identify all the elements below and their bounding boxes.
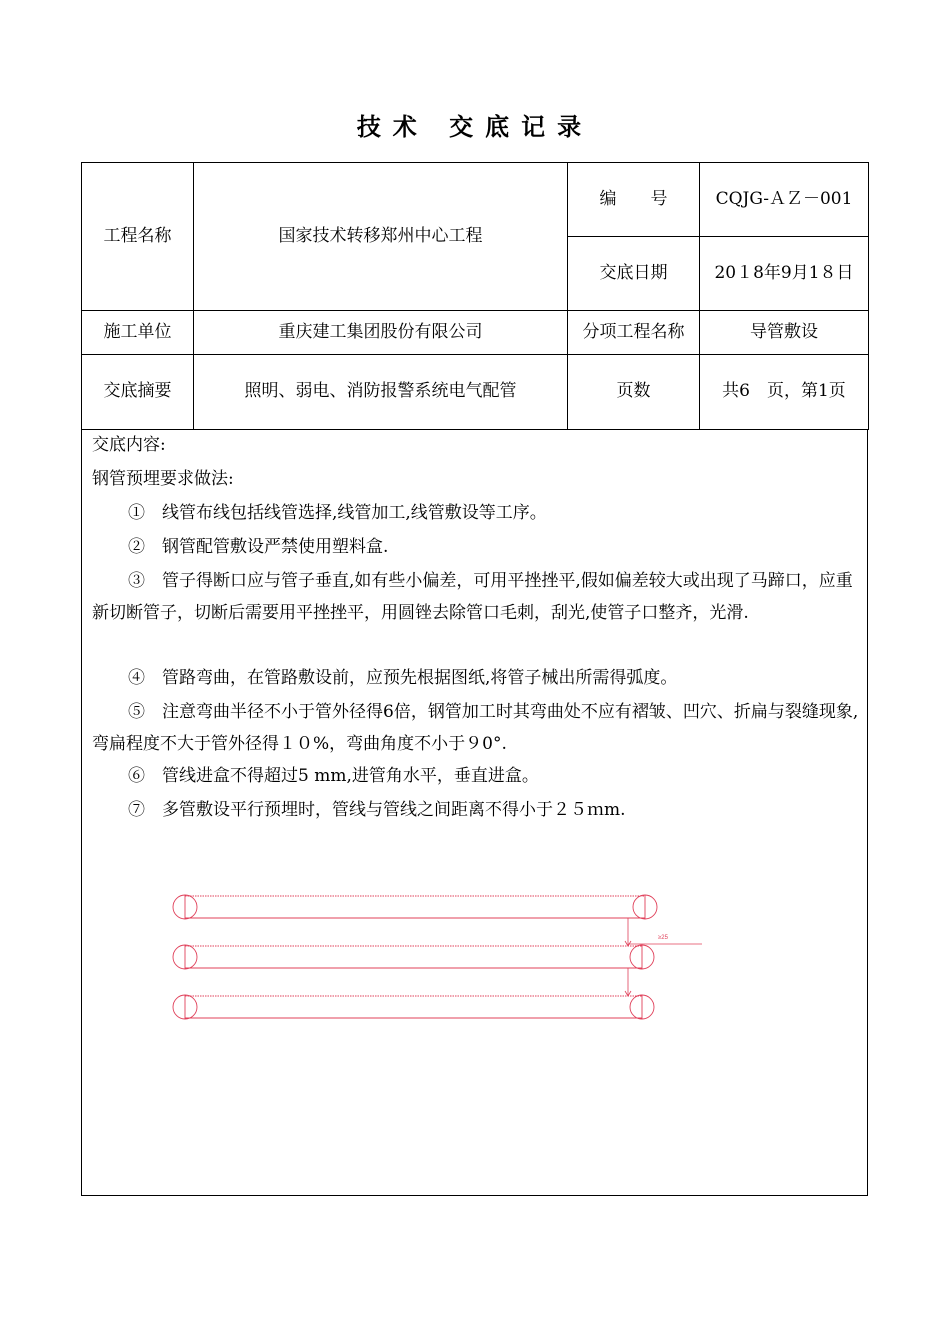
dimension-arrow-1b — [628, 941, 631, 946]
dimension-label: ≥25 — [658, 935, 668, 941]
pipe-group — [173, 895, 657, 1019]
date-value: 20１8年9月1８日 — [700, 237, 869, 311]
pipe-spacing-diagram — [82, 429, 867, 1195]
pages-label: 页数 — [568, 355, 700, 430]
page-title: 技术 交底记录 — [356, 112, 594, 141]
list-item: ① 线管布线包括线管选择,线管加工,线管敷设等工序。 — [128, 503, 547, 523]
list-item: ④ 管路弯曲，在管路敷设前，应预先根据图纸,将管子械出所需得弧度。 — [128, 668, 678, 688]
list-item: ⑤ 注意弯曲半径不小于管外径得6倍，钢管加工时其弯曲处不应有褶皱、凹穴、折扁与裂缝现象,弯扁程度不大于管外径得１０%，弯曲角度不小于９0°. — [92, 702, 859, 754]
pages-value: 共6 页，第1页 — [700, 355, 869, 430]
summary-label: 交底摘要 — [82, 355, 194, 430]
number-label: 编 号 — [568, 163, 700, 237]
project-name-value: 国家技术转移郑州中心工程 — [194, 163, 568, 311]
contractor-label: 施工单位 — [82, 311, 194, 355]
list-item: ② 钢管配管敷设严禁使用塑料盒. — [128, 537, 389, 557]
dimension-arrow-2b — [628, 991, 631, 996]
content-box — [81, 429, 868, 1196]
dimension-marks — [625, 918, 702, 996]
date-label: 交底日期 — [568, 237, 700, 311]
list-item: ⑦ 多管敷设平行预埋时，管线与管线之间距离不得小于２５ｍm. — [128, 800, 626, 820]
list-item: ⑥ 管线进盒不得超过5 mm,进管角水平，垂直进盒。 — [128, 766, 539, 786]
record-table — [81, 162, 869, 430]
dimension-arrow-2a — [625, 991, 628, 996]
project-name-label: 工程名称 — [82, 163, 194, 311]
dimension-arrow-1a — [625, 941, 628, 946]
list-item: ③ 管子得断口应与管子垂直,如有些小偏差，可用平挫挫平,假如偏差较大或出现了马蹄口，应重新切断管子，切断后需要用平挫挫平，用圆锉去除管口毛刺，刮光,使管子口整齐，光滑. — [92, 571, 853, 623]
sub-project-value: 导管敷设 — [700, 311, 869, 355]
sub-project-label: 分项工程名称 — [568, 311, 700, 355]
contractor-value: 重庆建工集团股份有限公司 — [194, 311, 568, 355]
summary-value: 照明、弱电、消防报警系统电气配管 — [194, 355, 568, 430]
content-heading: 交底内容: — [92, 435, 166, 455]
number-value: CQJG-ＡＺ－001 — [700, 163, 869, 237]
content-subheading: 钢管预埋要求做法: — [92, 469, 234, 489]
